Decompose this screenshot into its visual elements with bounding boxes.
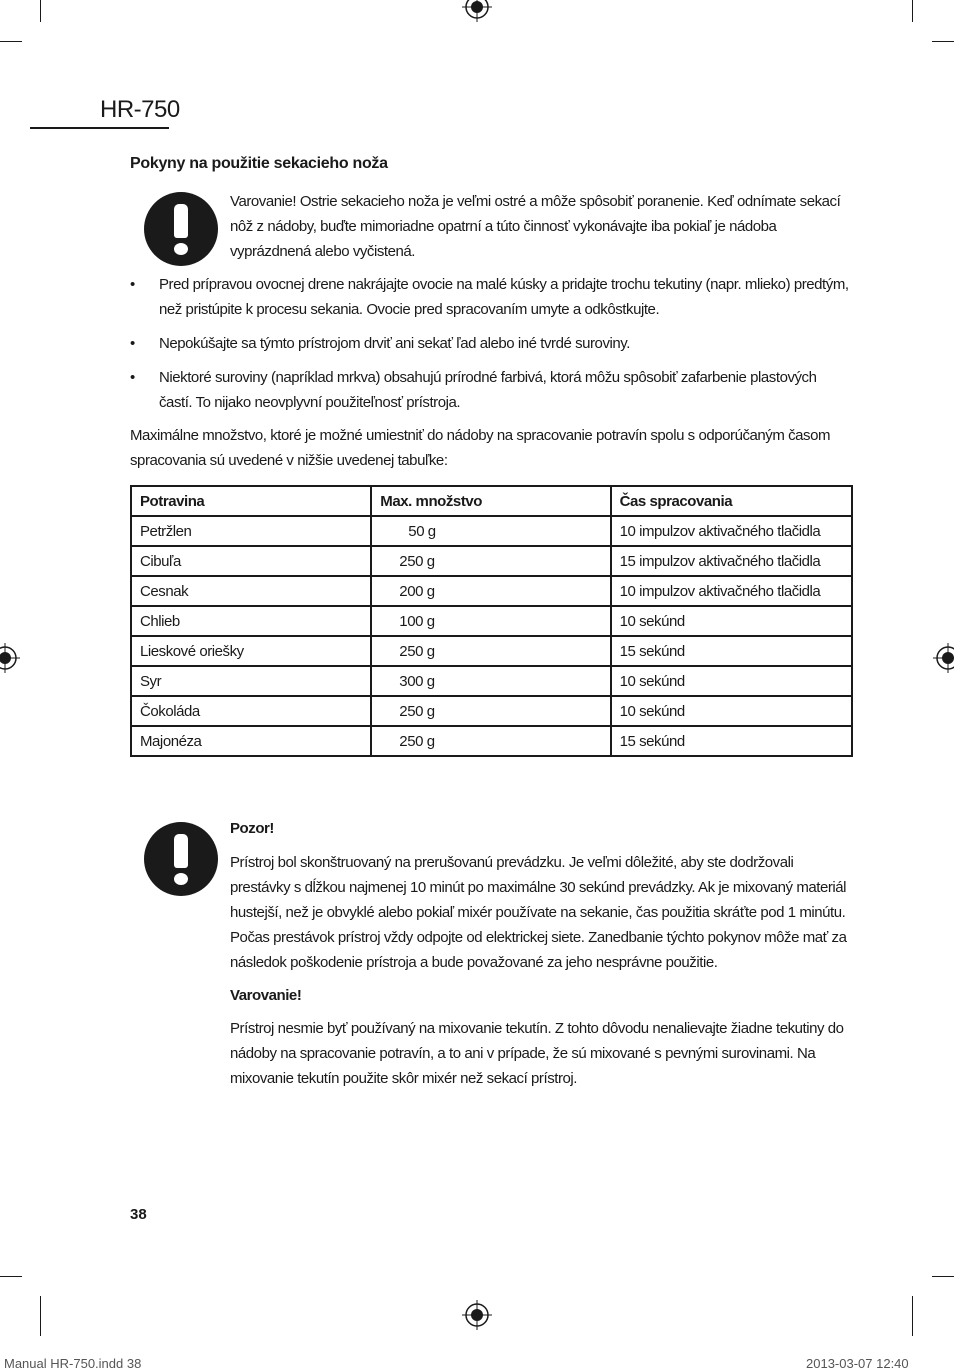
registration-mark-icon [462, 0, 492, 22]
crop-mark [40, 1296, 41, 1336]
time-cell: 15 sekúnd [611, 636, 852, 666]
bullet-marker: • [130, 369, 135, 386]
quantity-cell: 300 g [371, 666, 610, 696]
knife-warning-text: Varovanie! Ostrie sekacieho noža je veľmi ostré a môže spôsobiť poranenie. Keď odnímate sekací nôž z nádoby, buďte mimoriadne opatrní a túto činnosť vykonávajte iba pokiaľ je nádoba vyprázdnená alebo vyčistená. [230, 193, 841, 260]
food-cell: Čokoláda [131, 696, 371, 726]
warning-title: Varovanie! [230, 987, 302, 1004]
food-cell: Petržlen [131, 516, 371, 546]
bullet-text: Pred prípravou ovocnej drene nakrájajte ovocie na malé kúsky a pridajte trochu tekutiny (napr. mlieko) predtým, než pristúpite k procesu sekania. Ovocie pred spracovaním umyte a odkôstkujte. [159, 276, 849, 318]
exclamation-circle-icon [144, 822, 218, 896]
header-rule [30, 127, 169, 129]
crop-mark [40, 0, 41, 22]
quantity-cell: 100 g [371, 606, 610, 636]
time-cell: 10 sekúnd [611, 696, 852, 726]
time-cell: 10 impulzov aktivačného tlačidla [611, 576, 852, 606]
quantity-cell: 250 g [371, 726, 610, 756]
time-cell: 10 impulzov aktivačného tlačidla [611, 516, 852, 546]
column-header: Potravina [131, 486, 371, 516]
column-header: Čas spracovania [611, 486, 852, 516]
registration-mark-icon [0, 643, 20, 673]
quantity-cell: 250 g [371, 546, 610, 576]
exclamation-circle-icon [144, 192, 218, 266]
bullet-text: Niektoré suroviny (napríklad mrkva) obsahujú prírodné farbivá, ktorá môžu spôsobiť zafarbenie plastových častí. To nijako neovplyvní použiteľnosť prístroja. [159, 369, 817, 411]
crop-mark [932, 41, 954, 42]
time-cell: 15 sekúnd [611, 726, 852, 756]
list-item [130, 365, 850, 415]
food-cell: Cibuľa [131, 546, 371, 576]
food-cell: Cesnak [131, 576, 371, 606]
time-cell: 10 sekúnd [611, 606, 852, 636]
food-cell: Majonéza [131, 726, 371, 756]
table-row [131, 696, 852, 726]
table-row [131, 726, 852, 756]
table-row [131, 546, 852, 576]
section-title: Pokyny na použitie sekacieho noža [130, 155, 388, 172]
notice-title: Pozor! [230, 820, 274, 837]
quantity-cell: 250 g [371, 696, 610, 726]
file-name-label: Manual HR-750.indd 38 [4, 1356, 142, 1371]
table-row [131, 576, 852, 606]
quantity-cell: 50 g [371, 516, 610, 546]
time-cell: 15 impulzov aktivačného tlačidla [611, 546, 852, 576]
table-row [131, 666, 852, 696]
crop-mark [912, 0, 913, 22]
warning-text: Prístroj nesmie byť používaný na mixovanie tekutín. Z tohto dôvodu nenalievajte žiadne tekutiny do nádoby na spracovanie potravín, a to ani v prípade, že sú mixované s pevnými surovinami. Na mixovanie tekutín použite skôr mixér než sekací prístroj. [230, 1020, 844, 1087]
crop-mark [912, 1296, 913, 1336]
bullet-marker: • [130, 276, 135, 293]
crop-mark [932, 1276, 954, 1277]
table-row [131, 516, 852, 546]
registration-mark-icon [933, 643, 954, 673]
processing-table [130, 485, 853, 757]
model-name: HR-750 [100, 96, 180, 123]
quantity-cell: 250 g [371, 636, 610, 666]
table-row [131, 636, 852, 666]
registration-mark-icon [462, 1300, 492, 1330]
notice-text: Prístroj bol skonštruovaný na prerušovanú prevádzku. Je veľmi dôležité, aby ste dodržovali prestávky s dĺžkou najmenej 10 minút po maximálne 30 sekúnd prevádzky. Ak je mixovaný materiál hustejší, než je obvyklé alebo pokiaľ mixér používate na sekanie, čas použitia skráťte pod 1 minútu. Počas prestávok prístroj vždy odpojte od elektrickej siete. Zanedbanie týchto pokynov môže mať za následok poškodenie prístroja a bude považované za jeho nesprávne použitie. [230, 854, 847, 971]
crop-mark [0, 1276, 22, 1277]
table-intro: Maximálne množstvo, ktoré je možné umiestniť do nádoby na spracovanie potravín spolu s odporúčaným časom spracovania sú uvedené v nižšie uvedenej tabuľke: [130, 427, 831, 469]
table-row [131, 606, 852, 636]
quantity-cell: 200 g [371, 576, 610, 606]
crop-mark [0, 41, 22, 42]
food-cell: Chlieb [131, 606, 371, 636]
bullet-marker: • [130, 335, 135, 352]
food-cell: Syr [131, 666, 371, 696]
list-item [130, 331, 850, 356]
column-header: Max. množstvo [371, 486, 610, 516]
time-cell: 10 sekúnd [611, 666, 852, 696]
page-number: 38 [130, 1206, 147, 1223]
food-cell: Lieskové oriešky [131, 636, 371, 666]
print-date-label: 2013-03-07 12:40 [806, 1356, 909, 1371]
list-item [130, 272, 850, 322]
bullet-text: Nepokúšajte sa týmto prístrojom drviť ani sekať ľad alebo iné tvrdé suroviny. [159, 335, 630, 352]
table-header-row [131, 486, 852, 516]
